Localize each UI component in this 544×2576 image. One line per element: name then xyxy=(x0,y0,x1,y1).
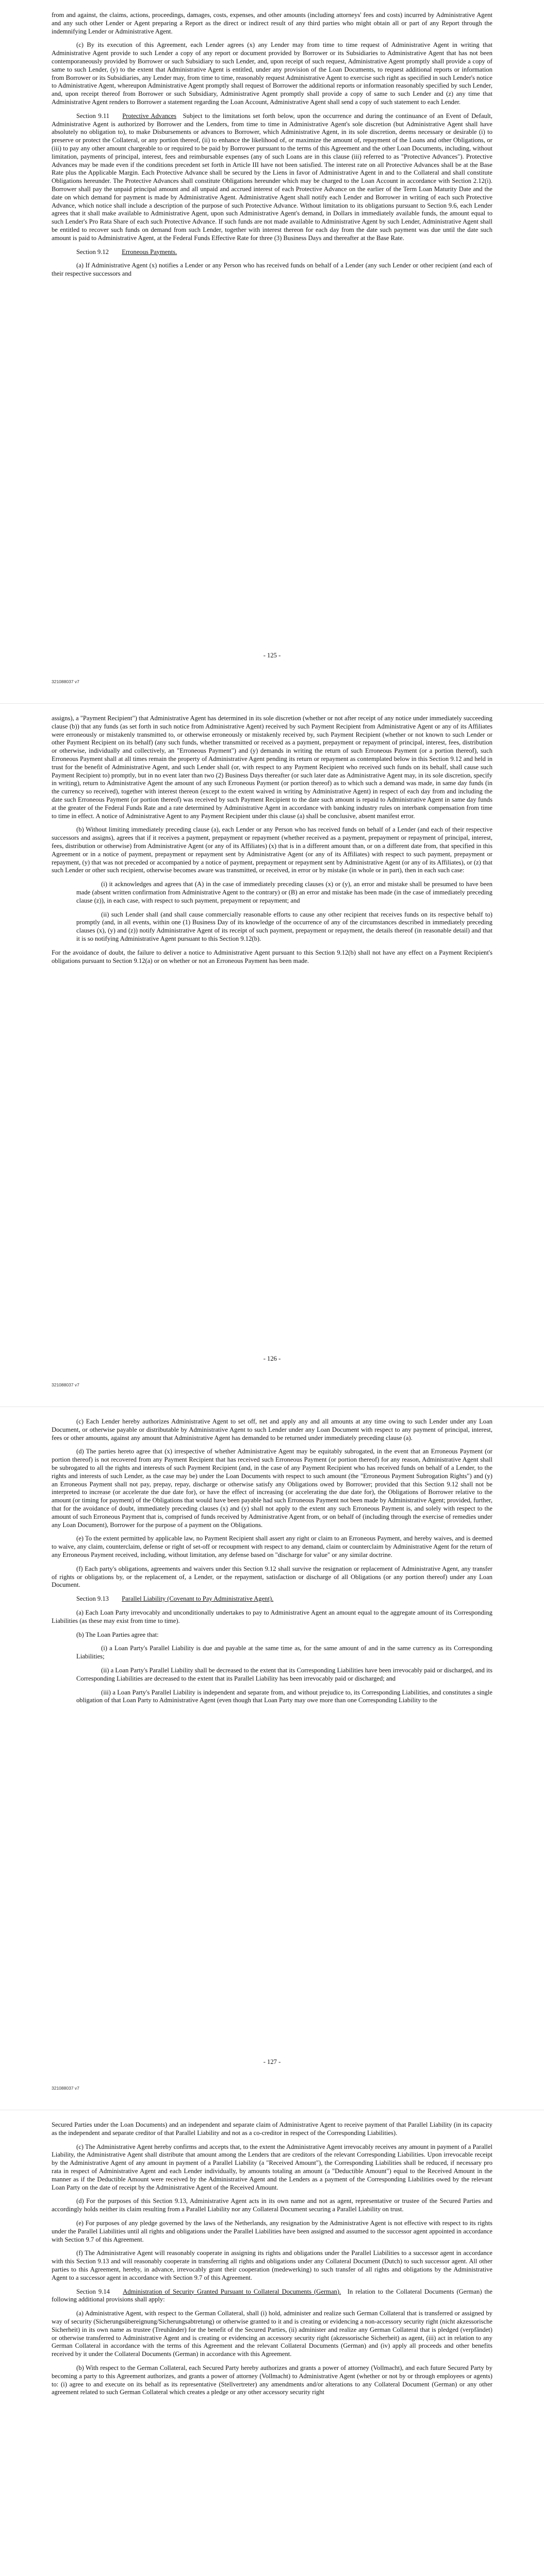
section-number: Section 9.12 xyxy=(76,248,109,256)
body-paragraph: (e) For purposes of any pledge governed by the laws of the Netherlands, any resignation by the Administrative Agent is not effective with respect to its rights under the Parallel Liabilities until all rights and obligations under the Parallel Liabilities have been assigned and assumed to the successor agent appointed in accordance with Section 9.7 of this Agreement. xyxy=(52,2219,492,2243)
section-paragraph xyxy=(52,248,492,257)
document-page xyxy=(0,0,544,703)
body-paragraph: (b) The Loan Parties agree that: xyxy=(76,1631,159,1638)
section-number: Section 9.14 xyxy=(76,2287,110,2295)
section-paragraph xyxy=(52,2288,492,2304)
body-paragraph: (d) The parties hereto agree that (x) irrespective of whether Administrative Agent may be equitably subrogated, in the event that an Erroneous Payment (or portion thereof) is not recovered from any Payment Recipient that has received such Erroneous Payment (or portion thereof) for any reason, Administrative Agent shall be subrogated to all the rights and interests of such Payment Recipient (and, in the case of any Payment Recipient who has received funds on behalf of a Lender, to the rights and interests of such Lender, as the case may be) under the Loan Documents with respect to such amount (the "Erroneous Payment Subrogation Rights") and (y) an Erroneous Payment shall not pay, prepay, repay, discharge or otherwise satisfy any Obligations owed by Borrower; provided that this Section 9.12 shall not be interpreted to increase (or accelerate the due date for), or have the effect of increasing (or accelerating the due date for), the Obligations of Borrower relative to the amount (or timing for payment) of the Obligations that would have been payable had such Erroneous Payment not been made by Administrative Agent; provided, further, that for the avoidance of doubt, immediately preceding clauses (x) and (y) shall not apply to the extent any such Erroneous Payment is, and solely with respect to the amount of such Erroneous Payment that is, comprised of funds received by Administrative Agent from, or on behalf of (including through the exercise of remedies under any Loan Document), Borrower for the purpose of a payment on the Obligations. xyxy=(52,1448,492,1529)
section-title: Protective Advances xyxy=(122,112,177,120)
section-title: Administration of Security Granted Pursuant to Collateral Documents (German). xyxy=(123,2287,341,2295)
section-paragraph xyxy=(52,1595,492,1603)
section-number: Section 9.11 xyxy=(76,112,110,120)
document-page xyxy=(0,1406,544,2110)
document-page xyxy=(0,703,544,1406)
section-paragraph xyxy=(52,112,492,243)
document-page xyxy=(0,2110,544,2576)
body-paragraph: (b) Without limiting immediately preceding clause (a), each Lender or any Person who has received funds on behalf of a Lender (and each of their respective successors and assigns), agrees that if it receives a payment, prepayment or repayment (whether received as a payment, prepayment or repayment of principal, interest, fees, distribution or otherwise) from Administrative Agent (or any of its Affiliates) (x) that is in a different amount than, or on a different date from, that specified in this Agreement or in a notice of payment, prepayment or repayment sent by Administrative Agent (or any of its Affiliates) with respect to such payment, prepayment or repayment, (y) that was not preceded or accompanied by a notice of payment, prepayment or repayment sent by Administrative Agent (or any of its Affiliates), or (z) that such Lender or other such recipient, otherwise becomes aware was transmitted, or received, in error or by mistake (in whole or in part), then in each such case: xyxy=(52,826,492,874)
section-body: Subject to the limitations set forth below, upon the occurrence and during the continuance of an Event of Default, Administrative Agent is authorized by Borrower and the Lenders, from time to time in Administrative Agent's sole discretion (but Administrative Agent shall have absolutely no obligation to), to make Disbursements or advances to Borrower, which Administrative Agent, in its sole discretion, deems necessary or desirable (i) to preserve or protect the Collateral, or any portion thereof, (ii) to enhance the likelihood of, or maximize the amount of, repayment of the Loans and other Obligations, or (iii) to pay any other amount chargeable to or required to be paid by Borrower pursuant to the terms of this Agreement and the other Loan Documents, including, without limitation, payments of principal, interest, fees and reimbursable expenses (any of such Loans are in this clause (iii) referred to as "Protective Advances"). Protective Advances may be made even if the conditions precedent set forth in Article III have not been satisfied. The interest rate on all Protective Advances shall be at the Base Rate plus the Applicable Margin. Each Protective Advance shall be secured by the Liens in favor of Administrative Agent in and to the Collateral and shall constitute Obligations hereunder. The Protective Advances shall constitute Obligations hereunder which may be charged to the Loan Account in accordance with Section 2.12(i). Borrower shall pay the unpaid principal amount and all unpaid and accrued interest of each Protective Advance on the earlier of the Term Loan Maturity Date and the date on which demand for payment is made by Administrative Agent. Administrative Agent shall notify each Lender and Borrower in writing of each such Protective Advance, which notice shall include a description of the purpose of such Protective Advance. Without limitation to its obligations pursuant to Section 9.6, each Lender agrees that it shall make available to Administrative Agent, upon such Administrative Agent's demand, in Dollars in immediately available funds, the amount equal to such Lender's Pro Rata Share of each such Protective Advance. If such funds are not made available to Administrative Agent by such Lender, Administrative Agent shall be entitled to recover such funds on demand from such Lender, together with interest thereon for each day from the date such payment was due until the date such amount is paid to Administrative Agent, at the Federal Funds Effective Rate for three (3) Business Days and thereafter at the Base Rate. xyxy=(52,112,492,242)
page-number: - 125 - xyxy=(263,652,281,659)
body-paragraph: (c) By its execution of this Agreement, each Lender agrees (x) any Lender may from time to time request of Administrative Agent in writing that Administrative Agent provide to such Lender a copy of any report or document provided by Borrower or its Subsidiaries to Administrative Agent that has not been contemporaneously provided by Borrower or such Subsidiary to such Lender, and, upon receipt of such request, Administrative Agent promptly shall provide a copy of same to such Lender, (y) to the extent that Administrative Agent is entitled, under any provision of the Loan Documents, to request additional reports or information from Borrower or its Subsidiaries, any Lender may, from time to time, reasonably request Administrative Agent to exercise such right as specified in such Lender's notice to Administrative Agent, whereupon Administrative Agent promptly shall request of Borrower the additional reports or information reasonably specified by such Lender, and, upon receipt thereof from Borrower or such Subsidiary, Administrative Agent promptly shall provide a copy of same to such Lender and (z) any time that Administrative Agent renders to Borrower a statement regarding the Loan Account, Administrative Agent shall send a copy of such statement to each Lender. xyxy=(52,41,492,106)
page-number: - 126 - xyxy=(263,1355,281,1362)
document-id-footer: 321088037 v7 xyxy=(52,1382,79,1387)
body-paragraph: (a) If Administrative Agent (x) notifies a Lender or any Person who has received funds on behalf of a Lender (any such Lender or other recipient (and each of their respective successors and xyxy=(52,262,492,278)
body-paragraph: (f) Each party's obligations, agreements and waivers under this Section 9.12 shall survive the resignation or replacement of Administrative Agent, any transfer of rights or obligations by, or the replacement of, a Lender, or the repayment, satisfaction or discharge of all Obligations (or any portion thereof) under any Loan Document. xyxy=(52,1565,492,1589)
section-number: Section 9.13 xyxy=(76,1595,109,1603)
page-divider xyxy=(0,703,544,704)
body-paragraph: (c) The Administrative Agent hereby confirms and accepts that, to the extent the Administrative Agent irrevocably receives any amount in payment of a Parallel Liability, the Administrative Agent shall distribute that amount among the Lenders that are creditors of the relevant Corresponding Liabilities. Upon irrevocable receipt by the Administrative Agent of any amount in payment of a Parallel Liability (a "Received Amount"), the Corresponding Liabilities shall be reduced, if necessary pro rata in respect of Administrative Agent and each Lender individually, by amounts totaling an amount (a "Deductible Amount") equal to the Received Amount in the manner as if the Deductible Amount were received by the Administrative Agent and the Lenders as a payment of the Corresponding Liabilities owed by the relevant Loan Party on the date of receipt by the Administrative Agent of the Received Amount. xyxy=(52,2143,492,2191)
sub-clause-paragraph: (i) it acknowledges and agrees that (A) in the case of immediately preceding clauses (x) or (y), an error and mistake shall be presumed to have been made (absent written confirmation from Administrative Agent to the contrary) or (B) an error and mistake has been made (in the case of immediately preceding clause (z)), in each case, with respect to such payment, prepayment or repayment; and xyxy=(76,880,492,904)
body-paragraph: Secured Parties under the Loan Documents) and an independent and separate claim of Administrative Agent to receive payment of that Parallel Liability (in its capacity as the independent and separate creditor of that Parallel Liability and not as a co-creditor in respect of the Corresponding Liabilities). xyxy=(52,2121,492,2137)
body-paragraph: For the avoidance of doubt, the failure to deliver a notice to Administrative Agent pursuant to this Section 9.12(b) shall not have any effect on a Payment Recipient's obligations pursuant to Section 9.12(a) or on whether or not an Erroneous Payment has been made. xyxy=(52,948,492,964)
body-paragraph: (f) The Administrative Agent will reasonably cooperate in assigning its rights and obligations under the Parallel Liabilities to a successor agent in accordance with this Section 9.13 and will reasonably cooperate in transferring all rights and obligations under any Collateral Document (Dutch) to such successor agent. All other parties to this Agreement, hereby, in advance, irrevocably grant their cooperation (medewerking) to such transfer of all rights and obligations by the Administrative Agent to a successor agent in accordance with Section 9.7 of this Agreement. xyxy=(52,2249,492,2281)
sub-clause-paragraph: (ii) such Lender shall (and shall cause commercially reasonable efforts to cause any other recipient that receives funds on its respective behalf to) promptly (and, in all events, within one (1) Business Day of its knowledge of the occurrence of any of the circumstances described in immediately preceding clauses (x), (y) and (z)) notify Administrative Agent of its receipt of such payment, prepayment or repayment, the details thereof (in reasonable detail) and that it is so notifying Administrative Agent pursuant to this Section 9.12(b). xyxy=(76,910,492,942)
body-paragraph: (d) For the purposes of this Section 9.13, Administrative Agent acts in its own name and not as agent, representative or trustee of the Secured Parties and accordingly holds neither its claim resulting from a Parallel Liability nor any Collateral Document securing a Parallel Liability on trust. xyxy=(52,2197,492,2213)
section-body: In relation to the Collateral Documents (German) the following additional provisions shall apply: xyxy=(52,2287,493,2303)
sub-clause-paragraph: (iii) a Loan Party's Parallel Liability is independent and separate from, and without prejudice to, its Corresponding Liabilities, and constitutes a single obligation of that Loan Party to Administrative Agent (even though that Loan Party may owe more than one Corresponding Liability to the xyxy=(76,1688,492,1704)
body-paragraph: (c) Each Lender hereby authorizes Administrative Agent to set off, net and apply any and all amounts at any time owing to such Lender under any Loan Document, or otherwise payable or distributable by Administrative Agent to such Lender under any Loan Document with respect to any payment of principal, interest, fees or other amounts, against any amount that Administrative Agent has demanded to be returned under immediately preceding clause (a). xyxy=(52,1418,492,1442)
page-number: - 127 - xyxy=(263,2058,281,2065)
body-paragraph: from and against, the claims, actions, proceedings, damages, costs, expenses, and other amounts (including attorneys' fees and costs) incurred by Administrative Agent and any such other Lender or Agent preparing a Report as the direct or indirect result of any third parties who might obtain all or part of any Report through the indemnifying Lender or Administrative Agent. xyxy=(52,11,492,35)
body-paragraph: (a) Each Loan Party irrevocably and unconditionally undertakes to pay to Administrative Agent an amount equal to the aggregate amount of its Corresponding Liabilities (as these may exist from time to time). xyxy=(52,1608,492,1624)
body-paragraph: assigns), a "Payment Recipient") that Administrative Agent has determined in its sole discretion (whether or not after receipt of any notice under immediately succeeding clause (b)) that any funds (as set forth in such notice from Administrative Agent) received by such Payment Recipient from Administrative Agent or any of its Affiliates were erroneously or mistakenly transmitted to, or otherwise erroneously or mistakenly received by, such Payment Recipient (whether or not known to such Lender or other Payment Recipient on its behalf) (any such funds, whether transmitted or received as a payment, prepayment or repayment of principal, interest, fees, distribution or otherwise, individually and collectively, an "Erroneous Payment") and (y) demands in writing the return of such Erroneous Payment (or a portion thereof), such Erroneous Payment shall at all times remain the property of Administrative Agent pending its return or repayment as contemplated below in this Section 9.12 and held in trust for the benefit of Administrative Agent, and such Lender shall (or, with respect to any Payment Recipient who received such funds on its behalf, shall cause such Payment Recipient to) promptly, but in no event later than two (2) Business Days thereafter (or such later date as Administrative Agent may, in its sole discretion, specify in writing), return to Administrative Agent the amount of any such Erroneous Payment (or portion thereof) as to which such a demand was made, in same day funds (in the currency so received), together with interest thereon (except to the extent waived in writing by Administrative Agent) in respect of each day from and including the date such Erroneous Payment (or portion thereof) was received by such Payment Recipient to the date such amount is repaid to Administrative Agent in same day funds at the greater of the Federal Funds Rate and a rate determined by Administrative Agent in accordance with banking industry rules on interbank compensation from time to time in effect. A notice of Administrative Agent to any Payment Recipient under this clause (a) shall be conclusive, absent manifest error. xyxy=(52,715,492,820)
document-id-footer: 321088037 v7 xyxy=(52,2086,79,2091)
section-title: Erroneous Payments. xyxy=(122,248,177,256)
sub-clause-paragraph: (i) a Loan Party's Parallel Liability is due and payable at the same time as, for the same amount of and in the same currency as its Corresponding Liabilities; xyxy=(76,1645,492,1660)
page-divider xyxy=(0,1406,544,1407)
body-paragraph: (e) To the extent permitted by applicable law, no Payment Recipient shall assert any right or claim to an Erroneous Payment, and hereby waives, and is deemed to waive, any claim, counterclaim, defense or right of set-off or recoupment with respect to any demand, claim or counterclaim by Administrative Agent for the return of any Erroneous Payment received, including, without limitation, any defense based on "discharge for value" or any similar doctrine. xyxy=(52,1535,492,1558)
body-paragraph: (a) Administrative Agent, with respect to the German Collateral, shall (i) hold, administer and realize such German Collateral that is transferred or assigned by way of security (Sicherungsübereignung/Sicherungsabtretung) or otherwise granted to it and is creating or evidencing a non-accessory security right (nicht akzessorische Sicherheit) in its own name as trustee (Treuhänder) for the benefit of the Secured Parties, (ii) administer and realize any German Collateral that is pledged (verpfändet) or otherwise transferred to Administrative Agent and is creating or evidencing an accessory security right (akzessorische Sicherheit) as agent, (iii) act in relation to any German Collateral in accordance with the terms of this Agreement and the relevant Collateral Documents (German) and (iv) apply all proceeds and other benefits received by it under the Collateral Documents (German) in accordance with this Agreement. xyxy=(52,2310,492,2358)
body-paragraph: (b) With respect to the German Collateral, each Secured Party hereby authorizes and grants a power of attorney (Vollmacht), and each future Secured Party by becoming a party to this Agreement authorizes, and grants a power of attorney (Vollmacht) to Administrative Agent (whether or not by or through employees or agents) to: (i) agree to and execute on its behalf as its representative (Stellvertreter) any amendments and/or alterations to any Collateral Document (German) or any other agreement related to such German Collateral which creates a pledge or any other accessory security right xyxy=(52,2364,492,2396)
sub-clause-paragraph: (ii) a Loan Party's Parallel Liability shall be decreased to the extent that its Corresponding Liabilities have been irrevocably paid or discharged, and its Corresponding Liabilities are decreased to the extent that its Parallel Liability has been irrevocably paid or discharged; and xyxy=(76,1666,492,1682)
document-id-footer: 321088037 v7 xyxy=(52,679,79,684)
section-title: Parallel Liability (Covenant to Pay Administrative Agent). xyxy=(122,1595,274,1603)
